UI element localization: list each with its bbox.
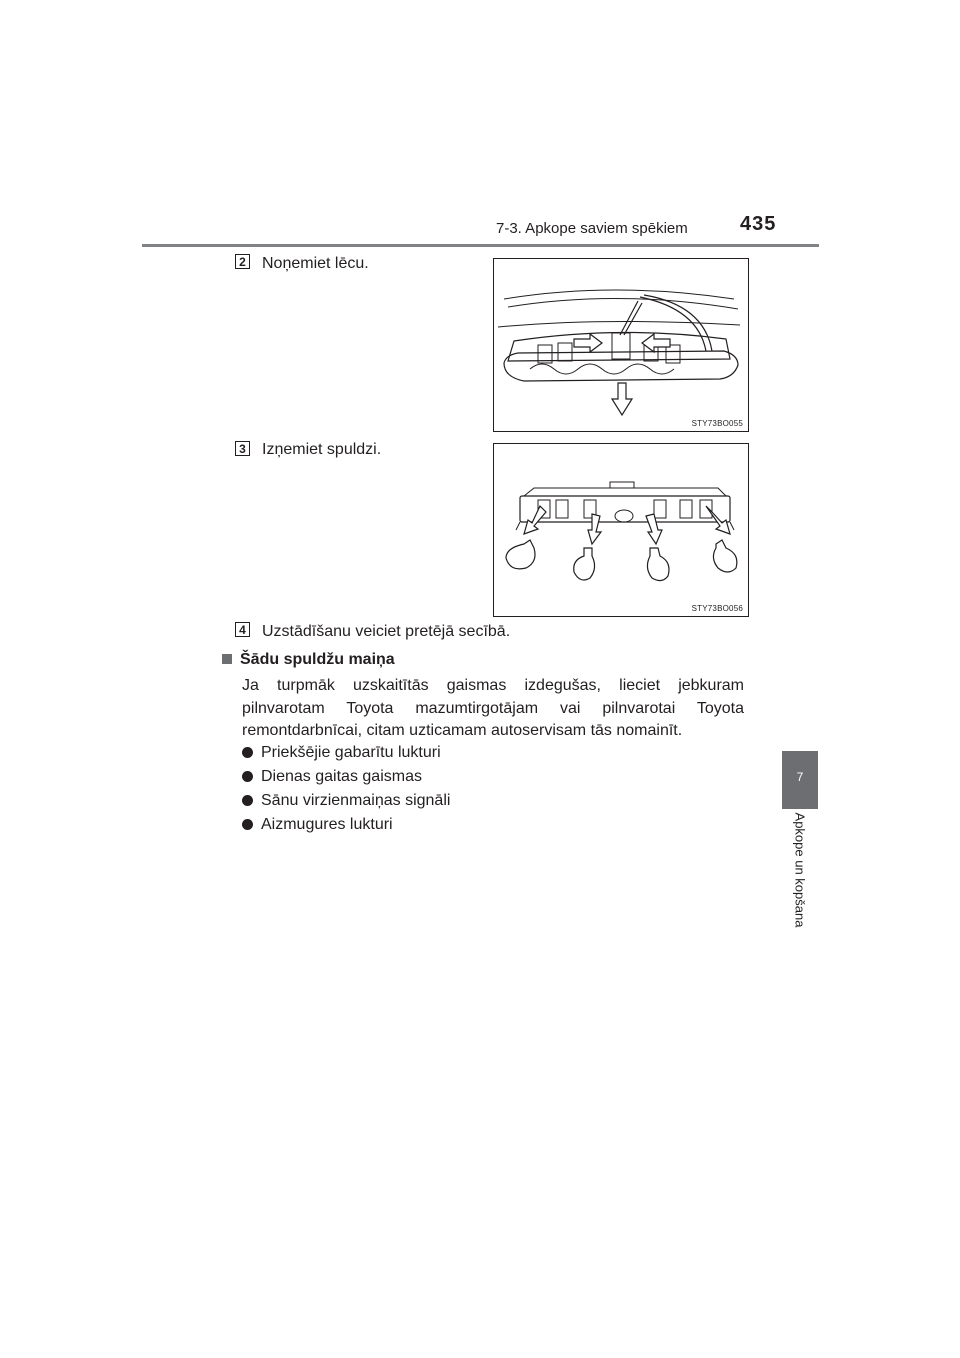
section-title: 7-3. Apkope saviem spēkiem (496, 220, 688, 237)
bullet-dot-icon (242, 795, 253, 806)
list-item (242, 789, 450, 813)
list-item-text: Aizmugures lukturi (261, 816, 393, 833)
bulb-list (242, 741, 450, 837)
step-text: Noņemiet lēcu. (262, 255, 369, 272)
chapter-number: 7 (796, 770, 804, 784)
step-text: Uzstādīšanu veiciet pretējā secībā. (262, 623, 511, 640)
section-heading-text: Šādu spuldžu maiņa (240, 651, 395, 668)
bullet-dot-icon (242, 747, 253, 758)
step-number-badge: 3 (235, 441, 250, 456)
bullet-dot-icon (242, 819, 253, 830)
figure-code: STY73BO055 (691, 419, 743, 428)
step-number-badge: 2 (235, 254, 250, 269)
list-item (242, 813, 450, 837)
bullet-dot-icon (242, 771, 253, 782)
list-item-text: Sānu virzienmaiņas signāli (261, 792, 451, 809)
chapter-title: Apkope un kopšana (792, 812, 808, 928)
list-item-text: Priekšējie gabarītu lukturi (261, 744, 441, 761)
list-item (242, 741, 450, 765)
figure-code: STY73BO056 (691, 604, 743, 613)
step-number-badge: 4 (235, 622, 250, 637)
header-divider (142, 244, 819, 247)
lens-removal-figure (493, 258, 749, 432)
section-paragraph: Ja turpmāk uzskaitītās gaismas izdegušas, lieciet jebkuram pilnvarotam Toyota mazumtirgotājam vai pilnvarotai Toyota remontdarbnīcai, citam uzticamam autoservisam tās nomainīt. (242, 677, 744, 739)
list-item-text: Dienas gaitas gaismas (261, 768, 422, 785)
chapter-tab (782, 751, 818, 809)
square-bullet-icon (222, 654, 232, 664)
bulb-removal-figure (493, 443, 749, 617)
bulb-removal-illustration (494, 444, 748, 616)
page-number: 435 (740, 213, 777, 235)
list-item (242, 765, 450, 789)
section-heading (222, 651, 395, 669)
lens-removal-illustration (494, 259, 748, 431)
step-text: Izņemiet spuldzi. (262, 441, 382, 458)
